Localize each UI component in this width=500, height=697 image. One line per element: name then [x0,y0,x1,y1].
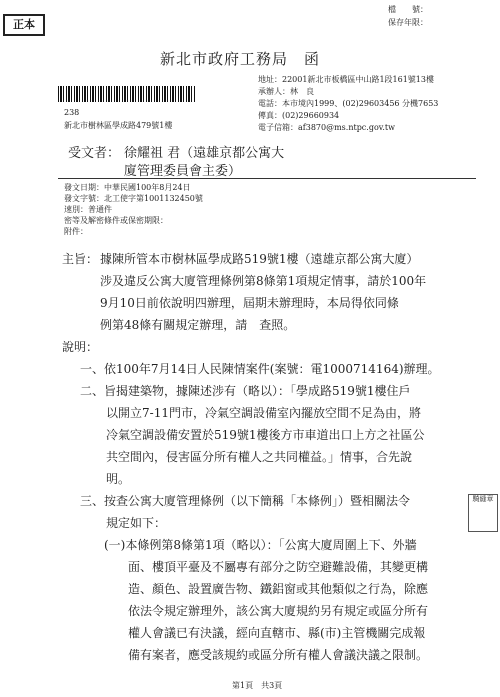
item-3-subitem-1: (一)本條例第8條第1項（略以）：「公寓大廈周圍上下、外牆 面、樓頂平臺及不屬專有部分之防空避難設備，其變更構 造、顏色、設置廣告物、鐵鋁窗或其他類似之行為，除應 依法令規定辦理外，該公寓大廈規約另有規定或區分所有 權人會議已有決議，經向直轄市、縣(市)主管機關完成報 備有案者，應受該規約或區分所有權人會議決議之限制。 [104,538,429,662]
postal-barcode [58,86,196,102]
retention-label: 保存年限： [388,18,428,27]
document-title: 新北市政府工務局 函 [160,50,321,68]
page-footer: 第1頁 共3頁 [232,681,283,690]
attachments: 附件： [64,227,88,236]
seal-side-tab: 騎縫章 [468,494,498,532]
explanation-label: 說明： [62,340,99,354]
doc-number-label: 檔 號： [388,5,428,14]
header-divider [58,178,476,179]
item-1: 一、依100年7月14日人民陳情案件(案號：電1000714164)辦理。 [80,362,440,376]
recipient-line-2: 廈管理委員會主委） [124,164,242,179]
mail-address: 新北市樹林區學成路479號1樓 [64,121,173,130]
original-copy-stamp: 正本 [3,14,45,36]
sender-address: 地址：22001新北市板橋區中山路1段161號13樓 [258,75,434,84]
speed-class: 速別：普通件 [64,205,112,214]
mail-zip: 238 [64,108,80,117]
recipient-line-1: 徐耀祖 君（遠雄京都公寓大 [124,146,285,161]
issue-date: 發文日期：中華民國100年8月24日 [64,183,191,192]
sender-email: 電子信箱：af3870@ms.ntpc.gov.tw [258,123,395,132]
subject-label: 主旨： [62,252,99,266]
issue-number: 發文字號：北工使字第1001132450號 [64,194,203,203]
sender-fax: 傳真：(02)29660934 [258,111,340,120]
confidentiality: 密等及解密條件或保密期限： [64,216,168,225]
sender-phone: 電話：本市境內1999、(02)29603456 分機7653 [258,99,439,108]
sender-contact: 承辦人：林 良 [258,87,314,96]
recipient-label: 受文者： [68,146,121,161]
item-3: 三、按查公寓大廈管理條例（以下簡稱「本條例」）暨相關法令 規定如下： [80,494,411,530]
subject-text: 據陳所管本市樹林區學成路519號1樓（遠雄京都公寓大廈） 涉及違反公寓大廈管理條例第8條第1項規定情事，請於100年 9月10日前依說明四辦理，屆期未辦理時，本局得依同條 例第48條有關規定辦理，請 查照。 [100,252,427,332]
item-2: 二、旨揭建築物，據陳述涉有（略以）：「學成路519號1樓住戶 以開立7-11門市，冷氣空調設備室內擺放空間不足為由，將 冷氣空調設備安置於519號1樓後方市車道出口上方之社區公 共空間內，侵害區分所有權人之共同權益。」情事，合先說 明。 [80,384,425,486]
